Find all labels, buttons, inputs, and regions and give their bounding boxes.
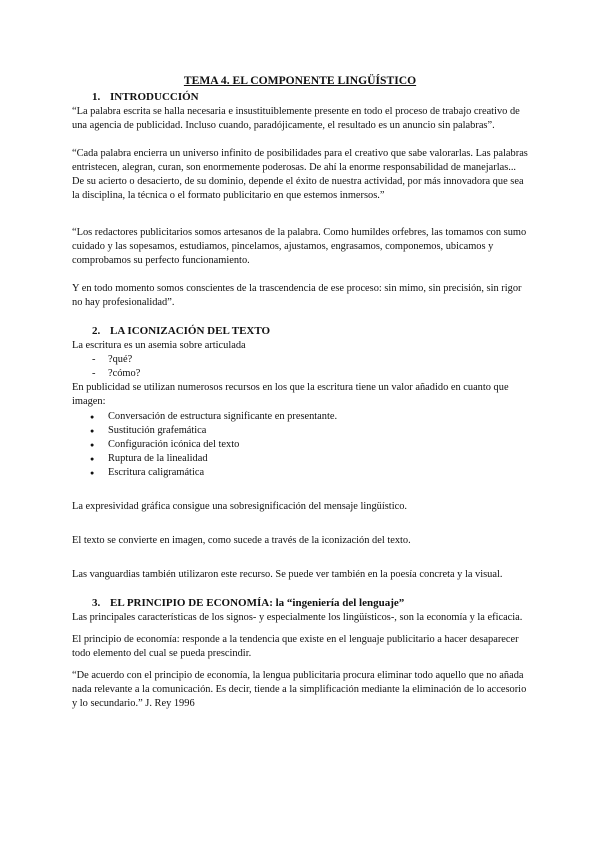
list-item: ● Sustitución grafemática	[72, 424, 528, 438]
list-item: ● Conversación de estructura significante en presentante.	[72, 410, 528, 424]
bullet-list	[72, 410, 528, 480]
section-number: 3.	[92, 597, 101, 609]
section-number: 2.	[92, 325, 101, 337]
paragraph: Las vanguardias también utilizaron este recurso. Se puede ver también en la poesía concreta y la visual.	[72, 569, 503, 580]
list-item: ● Escritura caligramática	[72, 466, 528, 480]
document-page	[72, 74, 528, 711]
paragraph: “Cada palabra encierra un universo infinito de posibilidades para el creativo que sabe valorarlas. Las palabras entristecen, alegran, curan, son enormemente poderosas. De ahí la enorme responsabilidad de manejarlas... De su acierto o desacierto, de su dominio, depende el éxito de nuestra actividad, por más innovadora que sea la disciplina, la técnica o el formato publicitario en que estemos inmersos.”	[72, 148, 528, 201]
section-heading-iconizacion	[72, 324, 528, 339]
section-number: 1.	[92, 91, 101, 103]
section-title: LA ICONIZACIÓN DEL TEXTO	[110, 325, 271, 337]
section-title: INTRODUCCIÓN	[110, 91, 199, 103]
paragraph: El principio de economía: responde a la tendencia que existe en el lenguaje publicitario a hacer desaparecer todo elemento del cual se pueda prescindir.	[72, 634, 519, 659]
paragraph: “De acuerdo con el principio de economía, la lengua publicitaria procura eliminar todo aquello que no añada nada relevante a la comunicación. Es decir, tiende a la simplificación mediante la eliminación de lo accesorio y lo secundario.” J. Rey 1996	[72, 670, 527, 709]
paragraph: “Los redactores publicitarios somos artesanos de la palabra. Como humildes orfebres, las tomamos con sumo cuidado y las sopesamos, estudiamos, pincelamos, ajustamos, engrasamos, componemos, ubicamos y comprobamos su perfecto funcionamiento.	[72, 227, 527, 266]
dash-list	[72, 353, 528, 381]
paragraph: Las principales características de los signos- y especialmente los lingüísticos-, son la economía y la eficacia.	[72, 612, 523, 623]
section-heading-economia	[72, 596, 528, 611]
paragraph: “La palabra escrita se halla necesaria e insustituiblemente presente en todo el proceso de trabajo creativo de una agencia de publicidad. Incluso cuando, paradójicamente, el resultado es un anuncio sin palabras”.	[72, 106, 520, 131]
paragraph: En publicidad se utilizan numerosos recursos en los que la escritura tiene un valor añadido en cuanto que imagen:	[72, 382, 509, 407]
list-item: ● Ruptura de la linealidad	[72, 452, 528, 466]
list-item: ● Configuración icónica del texto	[72, 438, 528, 452]
page-title: TEMA 4. EL COMPONENTE LINGÜÍSTICO	[183, 74, 417, 87]
section-title: EL PRINCIPIO DE ECONOMÍA: la “ingeniería del lenguaje”	[110, 597, 405, 609]
list-item: - ?qué?	[72, 353, 528, 367]
paragraph: El texto se convierte en imagen, como sucede a través de la iconización del texto.	[72, 535, 411, 546]
list-item: - ?cómo?	[72, 367, 528, 381]
paragraph: Y en todo momento somos conscientes de la trascendencia de ese proceso: sin mimo, sin precisión, sin rigor no hay profesionalidad”.	[72, 283, 522, 308]
paragraph: La expresividad gráfica consigue una sobresignificación del mensaje lingüístico.	[72, 501, 407, 512]
section-heading-introduccion	[72, 90, 528, 105]
paragraph: La escritura es un asemia sobre articulada	[72, 340, 246, 351]
